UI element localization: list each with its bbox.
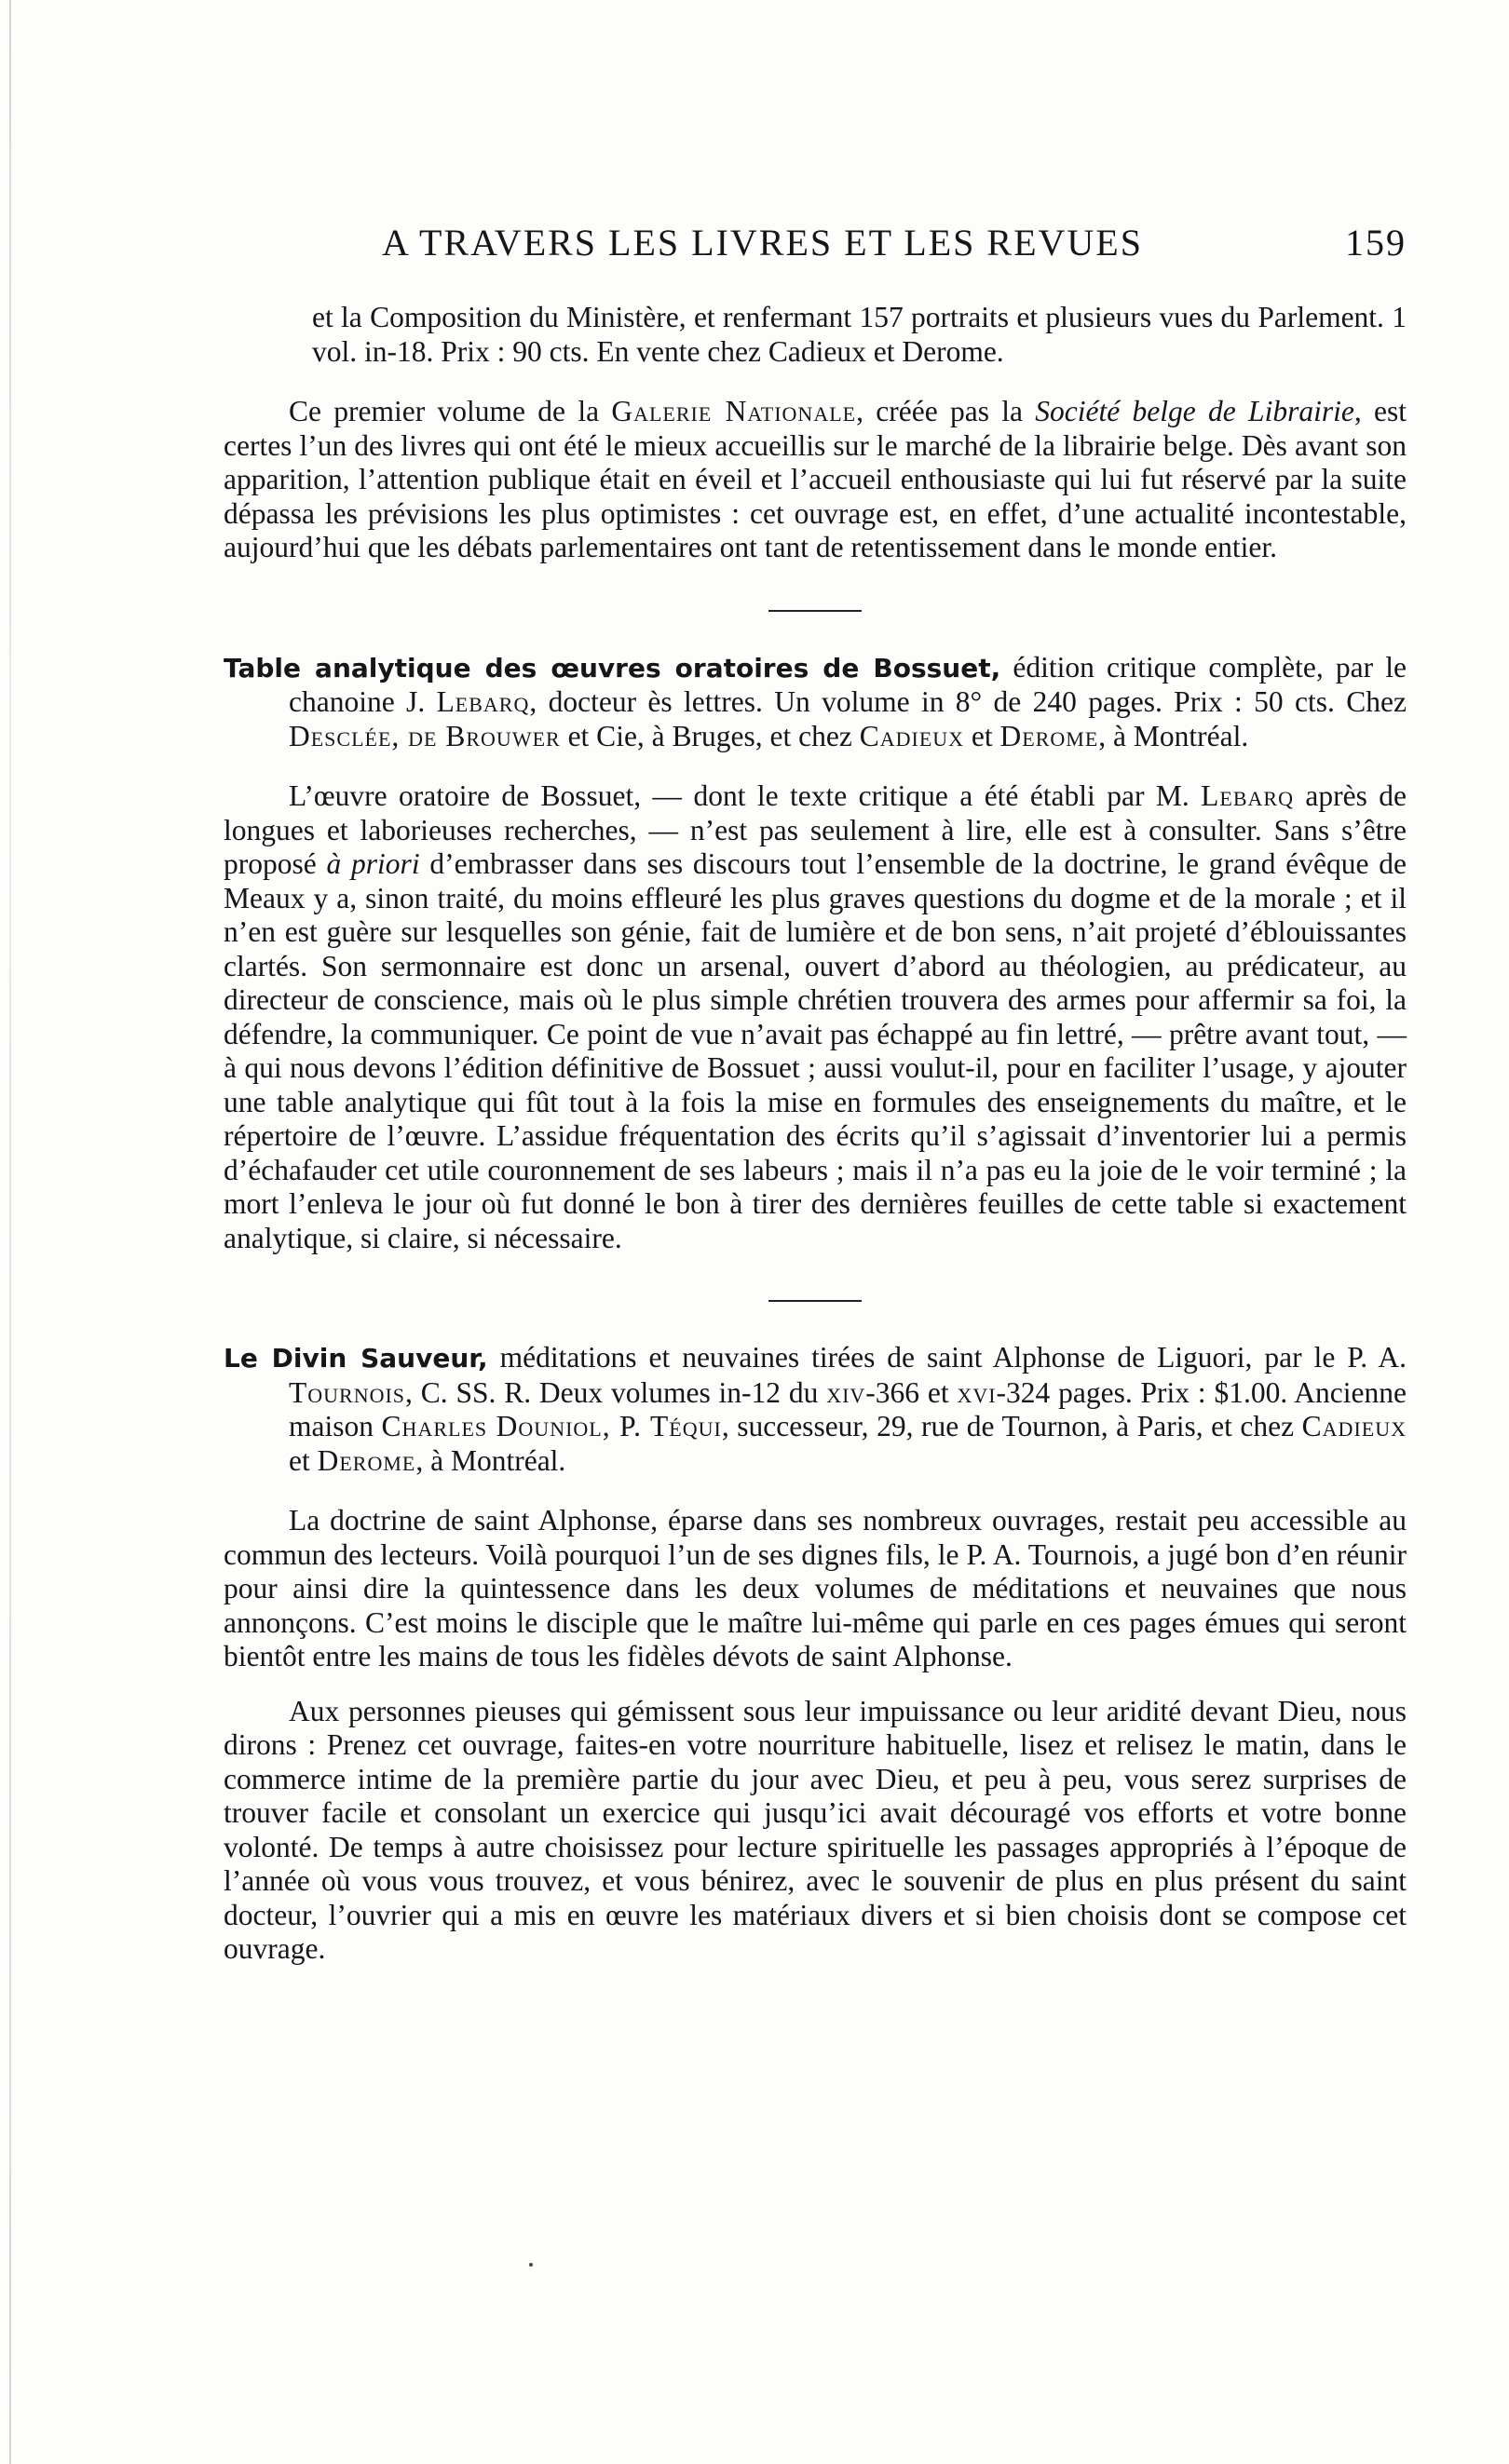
smallcaps-run: Lebarq (436, 685, 530, 718)
text-run: L’œuvre oratoire de Bossuet, — dont le texte critique a été établi par M. (289, 779, 1202, 812)
review-body-paragraph-1: La doctrine de saint Alphonse, éparse dans ses nombreux ouvrages, restait peu accessible au commun des lecteurs. Voilà pourquoi l’un de ses dignes fils, le P. A. Tournois, a jugé bon d’en réunir pour ainsi dire la quintessence dans les deux volumes de méditations et neuvaines que nous annonçons. C’est moins le disciple que le maître lui-même qui parle en ces pages émues qui seront bientôt entre les mains de tous les fidèles dévots de saint Alphonse. (224, 1504, 1407, 1672)
text-run: , est certes l’un des livres qui ont été le mieux accueillis sur le marché de la librairie belge. Dès avant son apparition, l’attention publique était en éveil et l’accueil enthousiaste qui lui fut réservé par la suite dépassa les prévisions les plus optimistes : cet ouvrage est, en effet, d’une actualité incontestable, aujourd’hui que les débats parlementaires ont tant de retentissement dans le monde entier. (224, 395, 1407, 563)
smallcaps-run: Derome (999, 719, 1099, 752)
smallcaps-run: Desclée, de Brouwer (289, 719, 561, 752)
text-run: , à Montréal. (415, 1443, 566, 1477)
text-run: édition critique complète, par le chanoine J. (289, 650, 1407, 718)
review-body-paragraph-2: Aux personnes pieuses qui gémissent sous leur impuissance ou leur aridité devant Dieu, nous dirons : Prenez cet ouvrage, faites-en votre nourriture habituelle, lisez et relisez le matin, dans le commerce intime de la première partie du jour avec Dieu, et peu à peu, vous serez surprises de trouver facile et consolant un exercice qui jusqu’ici avait découragé vos efforts et votre bonne volonté. De temps à autre choisissez pour lecture spirituelle les passages appropriés à l’époque de l’année où vous vous trouvez, et vous bénirez, avec le souvenir de plus en plus présent du saint docteur, l’ouvrier qui a mis en œuvre les matériaux divers et si bien choisis dont se compose cet ouvrage. (224, 1694, 1407, 1965)
text-run: d’embrasser dans ses discours tout l’ensemble de la doctrine, le grand évêque de Meaux y a, sinon traité, du moins effleuré les plus graves questions du dogme et de la morale ; et il n’en est guère sur lesquelles son génie, fait de lumière et de bon sens, n’ait projeté d’éblouissantes clartés. Son sermonnaire est donc un arsenal, ouvert d’abord au théologien, au prédicateur, au directeur de conscience, mais où le plus simple chrétien trouvera des armes pour affermir sa foi, la défendre, la communiquer. Ce point de vue n’avait pas échappé au fin lettré, — prêtre avant tout, — à qui nous devons l’édition définitive de Bossuet ; aussi voulut-il, pour en faciliter l’usage, y ajouter une table analytique qui fût tout à la fois la mise en formules des enseignements du maître, et le répertoire de l’œuvre. L’assidue fréquentation des écrits qu’il s’agissait d’inventorier lui a permis d’échafauder cet utile couronnement de ses labeurs ; mais il n’a pas eu la joie de le voir terminé ; la mort l’enleva le jour où fut donné le bon à tirer des dernières feuilles de cette table si exactement analytique, si claire, si nécessaire. (224, 847, 1407, 1254)
running-head (224, 210, 1407, 265)
page-number: 159 (1345, 222, 1407, 264)
text-run: , C. SS. R. Deux volumes in-12 du (405, 1375, 827, 1409)
text-run: -366 et (865, 1375, 958, 1409)
text-run: et Cie, à Bruges, et chez (560, 719, 860, 752)
smallcaps-run: Derome (317, 1443, 416, 1477)
text-run: méditations et neuvaines tirées de saint Alphonse de Liguori, par le P. A. (487, 1341, 1407, 1374)
text-run: , docteur ès lettres. Un volume in 8° de 240 pages. Prix : 50 cts. Chez (529, 685, 1407, 718)
smallcaps-run: xvi (957, 1375, 997, 1409)
section-divider (768, 1300, 862, 1302)
text-run: Ce premier volume de la (289, 395, 612, 427)
italic-run: à priori (326, 847, 420, 880)
text-run: , successeur, 29, rue de Tournon, à Paris, et chez (721, 1410, 1302, 1442)
smallcaps-run: Tournois (289, 1375, 406, 1409)
book-page (224, 210, 1407, 1967)
section-divider (768, 610, 862, 612)
page-edge (9, 0, 11, 2464)
italic-run: Société belge de Librairie (1035, 395, 1354, 427)
intro-continuation: et la Composition du Ministère, et renfermant 157 portraits et plusieurs vues du Parlement. 1 vol. in-18. Prix : 90 cts. En vente chez Cadieux et Derome. (312, 301, 1407, 368)
review-entry-bossuet (224, 651, 1407, 754)
smallcaps-run: xiv (826, 1375, 866, 1409)
intro-paragraph (224, 395, 1407, 565)
text-run: et (289, 1443, 318, 1477)
smallcaps-run: Charles Douniol, P. Téqui (381, 1410, 722, 1442)
review-title: Table analytique des œuvres oratoires de Bossuet, (224, 652, 1001, 684)
smallcaps-run: Cadieux (1301, 1410, 1407, 1442)
running-title: A TRAVERS LES LIVRES ET LES REVUES (382, 222, 1143, 264)
review-body-bossuet (224, 779, 1407, 1255)
smallcaps-run: Lebarq (1201, 779, 1294, 812)
text-run: après de longues et laborieuses recherches, — n’est pas seulement à lire, elle est à consulter. Sans s’être proposé (224, 779, 1407, 880)
review-entry-divin-sauveur (224, 1341, 1407, 1478)
ink-speck (529, 2263, 533, 2267)
smallcaps-run: Cadieux (859, 719, 965, 752)
review-title: Le Divin Sauveur, (224, 1343, 488, 1374)
smallcaps-run: Galerie Nationale (611, 395, 857, 427)
text-run: , créée pas la (856, 395, 1036, 427)
text-run: , à Montréal. (1098, 719, 1249, 752)
text-run: et (964, 719, 1000, 752)
text-run: -324 pages. Prix : $1.00. Ancienne maison (289, 1375, 1407, 1442)
